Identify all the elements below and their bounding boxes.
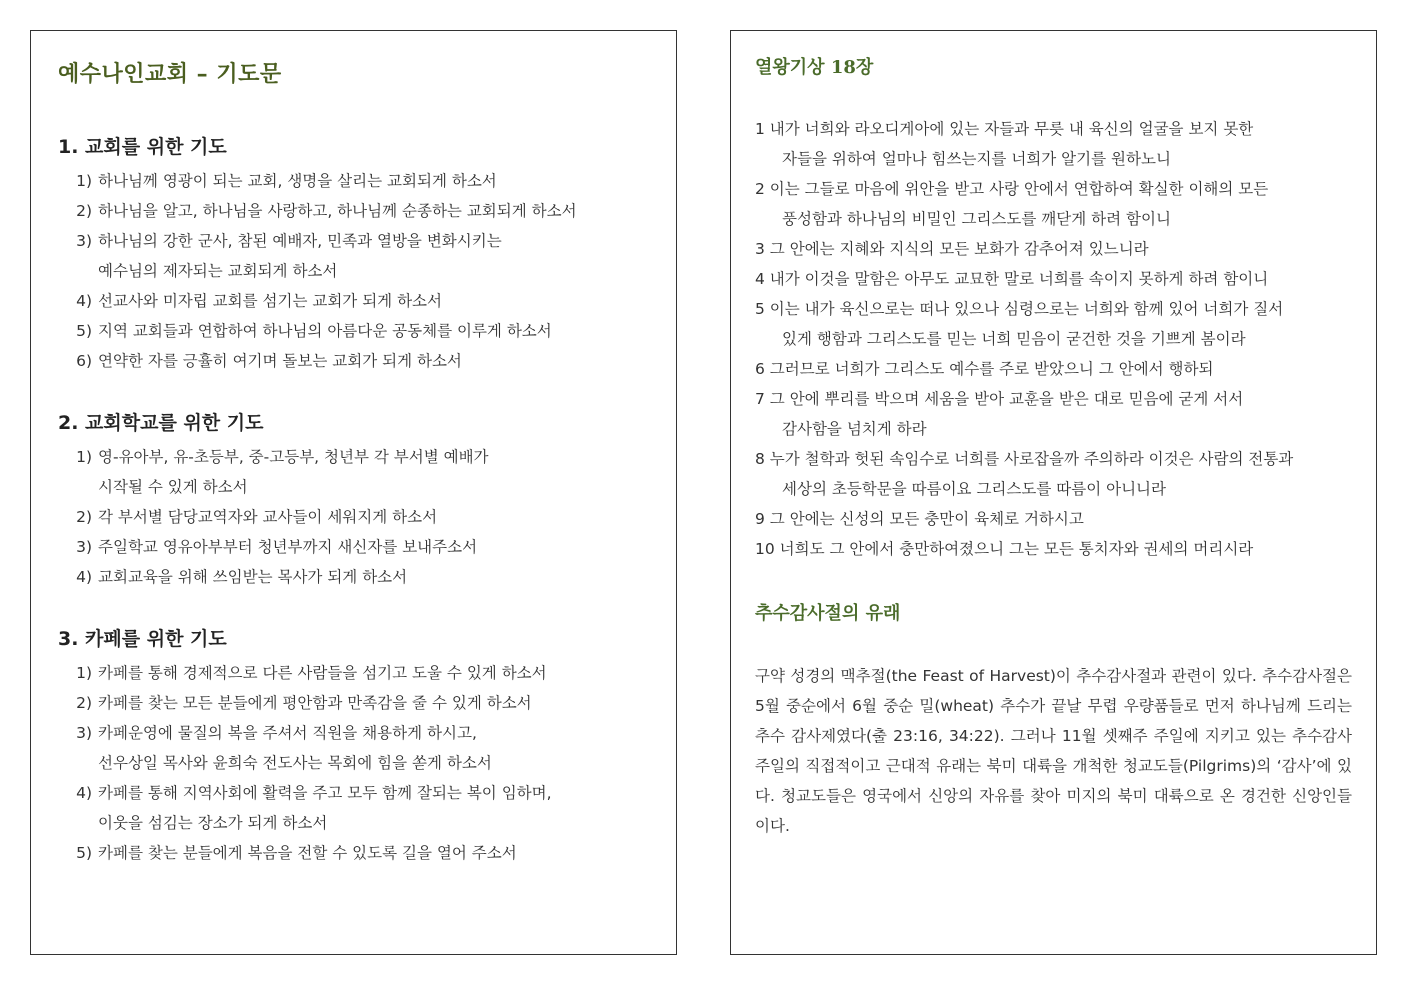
prayer-list	[58, 442, 656, 592]
verse	[755, 354, 1356, 384]
item-text: 영-유아부, 유-초등부, 중-고등부, 청년부 각 부서별 예배가	[98, 448, 489, 466]
item-text: 카페를 찾는 모든 분들에게 평안함과 만족감을 줄 수 있게 하소서	[98, 694, 532, 712]
verse-text: 3 그 안에는 지혜와 지식의 모든 보화가 감추어져 있느니라	[755, 240, 1149, 258]
list-item	[58, 502, 656, 532]
item-text: 교회교육을 위해 쓰임받는 목사가 되게 하소서	[98, 568, 408, 586]
item-number: 1)	[76, 448, 92, 466]
verse-text: 10 너희도 그 안에서 충만하여졌으니 그는 모든 통치자와 권세의 머리시라	[755, 540, 1254, 558]
item-number: 3)	[76, 724, 92, 742]
list-item	[58, 778, 656, 838]
verse	[755, 534, 1356, 564]
verse-text: 7 그 안에 뿌리를 박으며 세움을 받아 교훈을 받은 대로 믿음에 굳게 서서	[755, 390, 1244, 408]
section-cafe	[58, 624, 656, 868]
list-item	[58, 346, 656, 376]
section-title: 3. 카페를 위한 기도	[58, 628, 227, 650]
item-number: 4)	[76, 784, 92, 802]
item-text: 주일학교 영유아부부터 청년부까지 새신자를 보내주소서	[98, 538, 478, 556]
left-page	[30, 30, 677, 955]
list-item	[58, 286, 656, 316]
verse-text: 5 이는 내가 육신으로는 떠나 있으나 심령으로는 너희와 함께 있어 너희가 질서	[755, 300, 1284, 318]
list-item	[58, 532, 656, 562]
list-item	[58, 688, 656, 718]
verse	[755, 504, 1356, 534]
list-item	[58, 718, 656, 778]
item-text: 하나님의 강한 군사, 참된 예배자, 민족과 열방을 변화시키는	[98, 232, 502, 250]
list-item	[58, 562, 656, 592]
item-text: 카페를 통해 지역사회에 활력을 주고 모두 함께 잘되는 복이 임하며,	[98, 784, 552, 802]
item-number: 1)	[76, 664, 92, 682]
verse-text-continued: 있게 행함과 그리스도를 믿는 너희 믿음이 굳건한 것을 기쁘게 봄이라	[782, 330, 1246, 348]
list-item	[58, 226, 656, 286]
item-number: 5)	[76, 322, 92, 340]
list-item	[58, 196, 656, 226]
verse-text: 9 그 안에는 신성의 모든 충만이 육체로 거하시고	[755, 510, 1084, 528]
list-item	[58, 658, 656, 688]
section-church-school	[58, 408, 656, 592]
verse	[755, 294, 1356, 354]
list-item	[58, 316, 656, 346]
list-item	[58, 166, 656, 196]
item-text: 지역 교회들과 연합하여 하나님의 아름다운 공동체를 이루게 하소서	[98, 322, 552, 340]
item-number: 4)	[76, 568, 92, 586]
item-text: 카페를 통해 경제적으로 다른 사람들을 섬기고 도울 수 있게 하소서	[98, 664, 547, 682]
item-text: 하나님께 영광이 되는 교회, 생명을 살리는 교회되게 하소서	[98, 172, 497, 190]
verse-list	[755, 114, 1356, 564]
section-title: 1. 교회를 위한 기도	[58, 136, 227, 158]
item-text-continued: 예수님의 제자되는 교회되게 하소서	[98, 262, 338, 280]
item-number: 6)	[76, 352, 92, 370]
item-text: 각 부서별 담당교역자와 교사들이 세워지게 하소서	[98, 508, 438, 526]
verse-text: 8 누가 철학과 헛된 속임수로 너희를 사로잡을까 주의하라 이것은 사람의 전통과	[755, 450, 1294, 468]
right-page	[730, 30, 1377, 955]
prayer-list	[58, 166, 656, 376]
verse-text: 6 그러므로 너희가 그리스도 예수를 주로 받았으니 그 안에서 행하되	[755, 360, 1214, 378]
item-number: 3)	[76, 232, 92, 250]
verse-text-continued: 풍성함과 하나님의 비밀인 그리스도를 깨닫게 하려 함이니	[782, 210, 1171, 228]
item-text-continued: 선우상일 목사와 윤희숙 전도사는 목회에 힘을 쏟게 하소서	[98, 754, 492, 772]
item-number: 4)	[76, 292, 92, 310]
item-number: 2)	[76, 202, 92, 220]
verse-text-continued: 감사함을 넘치게 하라	[782, 420, 927, 438]
item-number: 2)	[76, 508, 92, 526]
verse	[755, 234, 1356, 264]
item-text: 연약한 자를 긍휼히 여기며 돌보는 교회가 되게 하소서	[98, 352, 462, 370]
verse	[755, 444, 1356, 504]
section-title: 2. 교회학교를 위한 기도	[58, 412, 264, 434]
scripture-heading: 열왕기상 18장	[755, 57, 874, 78]
verse-text-continued: 세상의 초등학문을 따름이요 그리스도를 따름이 아니니라	[782, 480, 1166, 498]
verse	[755, 114, 1356, 174]
verse-text: 1 내가 너희와 라오디게아에 있는 자들과 무릇 내 육신의 얼굴을 보지 못한	[755, 120, 1254, 138]
item-number: 3)	[76, 538, 92, 556]
list-item	[58, 838, 656, 868]
item-text-continued: 시작될 수 있게 하소서	[98, 478, 248, 496]
verse	[755, 264, 1356, 294]
thanksgiving-heading: 추수감사절의 유래	[755, 603, 901, 624]
prayer-list	[58, 658, 656, 868]
verse	[755, 384, 1356, 444]
item-number: 2)	[76, 694, 92, 712]
page-title: 예수나인교회 – 기도문	[58, 61, 282, 87]
item-text-continued: 이웃을 섬김는 장소가 되게 하소서	[98, 814, 328, 832]
item-text: 선교사와 미자립 교회를 섬기는 교회가 되게 하소서	[98, 292, 442, 310]
item-number: 1)	[76, 172, 92, 190]
item-text: 하나님을 알고, 하나님을 사랑하고, 하나님께 순종하는 교회되게 하소서	[98, 202, 577, 220]
item-text: 카페운영에 물질의 복을 주셔서 직원을 채용하게 하시고,	[98, 724, 477, 742]
verse-text: 2 이는 그들로 마음에 위안을 받고 사랑 안에서 연합하여 확실한 이해의 모든	[755, 180, 1269, 198]
verse-text: 4 내가 이것을 말함은 아무도 교묘한 말로 너희를 속이지 못하게 하려 함이니	[755, 270, 1269, 288]
thanksgiving-paragraph: 구약 성경의 맥추절(the Feast of Harvest)이 추수감사절과 관련이 있다. 추수감사절은 5월 중순에서 6월 중순 밀(wheat) 추수가 끝날 무렵 우량품들로 먼저 하나님께 드리는 추수 감사제였다(출 23:16, 34:22). 그러나 11월 셋째주 주일에 지키고 있는 추수감사주일의 직접적이고 근대적 유래는 북미 대륙을 개척한 청교도들(Pilgrims)의 ‘감사’에 있다. 청교도들은 영국에서 신앙의 자유를 찾아 미지의 북미 대륙으로 온 경건한 신앙인들이다.	[755, 667, 1352, 835]
section-church	[58, 132, 656, 376]
item-text: 카페를 찾는 분들에게 복음을 전할 수 있도록 길을 열어 주소서	[98, 844, 517, 862]
list-item	[58, 442, 656, 502]
item-number: 5)	[76, 844, 92, 862]
verse-text-continued: 자들을 위하여 얼마나 힘쓰는지를 너희가 알기를 원하노니	[782, 150, 1171, 168]
verse	[755, 174, 1356, 234]
